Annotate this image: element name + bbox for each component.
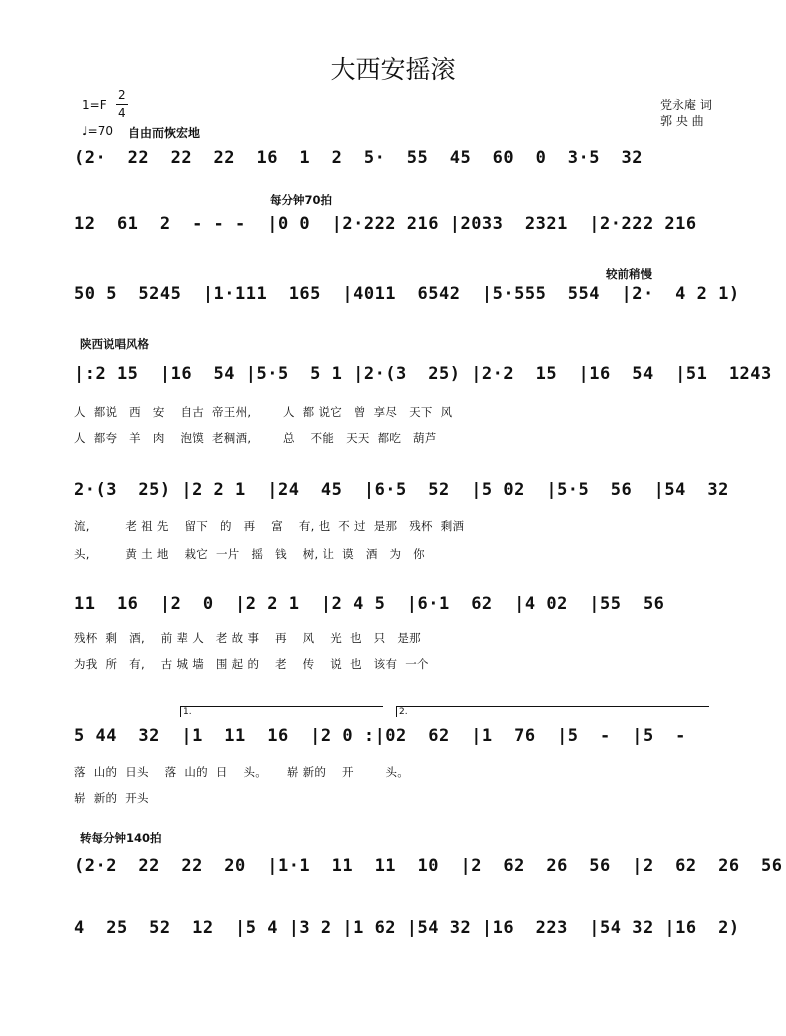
tempo-marking: ♩=70 [82,124,113,138]
lyrics-verse-2: 崭 新的 开头 [74,791,149,805]
expression-marking: 自由而恢宏地 [128,126,201,140]
lyrics-verse-2: 人 都夸 羊 肉 泡馍 老稠酒, 总 不能 天天 都吃 葫芦 [74,431,437,445]
second-ending-bracket: 2. [396,706,709,717]
lyrics-verse-2: 头, 黄 土 地 栽它 一片 摇 钱 树, 让 谟 酒 为 你 [74,547,425,561]
notation-row: 5 44 32 |1 11 16 |2 0 :|02 62 |1 76 |5 - |5 - [74,726,686,746]
notation-row: 2·(3 25) |2 2 1 |24 45 |6·5 52 |5 02 |5·5 56 |54 32 [74,480,729,500]
notation-row: 4 25 52 12 |5 4 |3 2 |1 62 |54 32 |16 223 |54 32 |16 2) [74,918,740,938]
notation-row: 12 61 2 - - - |0 0 |2·222 216 |2033 2321 |2·222 216 [74,214,697,234]
lyrics-verse-1: 人 都说 西 安 自古 帝王州, 人 都 说它 曾 享尽 天下 风 [74,405,453,419]
time-signature-bottom: 4 [118,106,126,120]
tempo-change-70: 每分钟70拍 [270,193,333,207]
time-signature-top: 2 [118,88,126,102]
style-label: 陕西说唱风格 [80,337,149,351]
notation-row: (2· 22 22 22 16 1 2 5· 55 45 60 0 3·5 32 [74,148,643,168]
notation-row: |:2 15 |16 54 |5·5 5 1 |2·(3 25) |2·2 15 |16 54 |51 1243 [74,364,772,384]
tempo-slower-label: 较前稍慢 [606,267,652,281]
lyrics-verse-1: 流, 老 祖 先 留下 的 再 富 有, 也 不 过 是那 残杯 剩酒 [74,519,465,533]
lyricist-credit: 党永庵 词 [660,98,712,112]
lyrics-verse-1: 残杯 剩 酒, 前 辈 人 老 故 事 再 风 光 也 只 是那 [74,631,421,645]
key-signature: 1=F [82,98,107,112]
time-signature-divider [116,104,128,105]
first-ending-bracket: 1. [180,706,383,717]
page-title: 大西安摇滚 [330,55,456,84]
notation-row: 50 5 5245 |1·111 165 |4011 6542 |5·555 554 |2· 4 2 1) [74,284,740,304]
notation-row: 11 16 |2 0 |2 2 1 |2 4 5 |6·1 62 |4 02 |55 56 [74,594,665,614]
composer-credit: 郭 央 曲 [660,114,704,128]
tempo-change-140: 转每分钟140拍 [80,831,162,845]
notation-row: (2·2 22 22 20 |1·1 11 11 10 |2 62 26 56 |2 62 26 56 [74,856,783,876]
lyrics-verse-2: 为我 所 有, 古 城 墙 围 起 的 老 传 说 也 该有 一个 [74,657,429,671]
lyrics-verse-1: 落 山的 日头 落 山的 日 头。 崭 新的 开 头。 [74,765,410,779]
